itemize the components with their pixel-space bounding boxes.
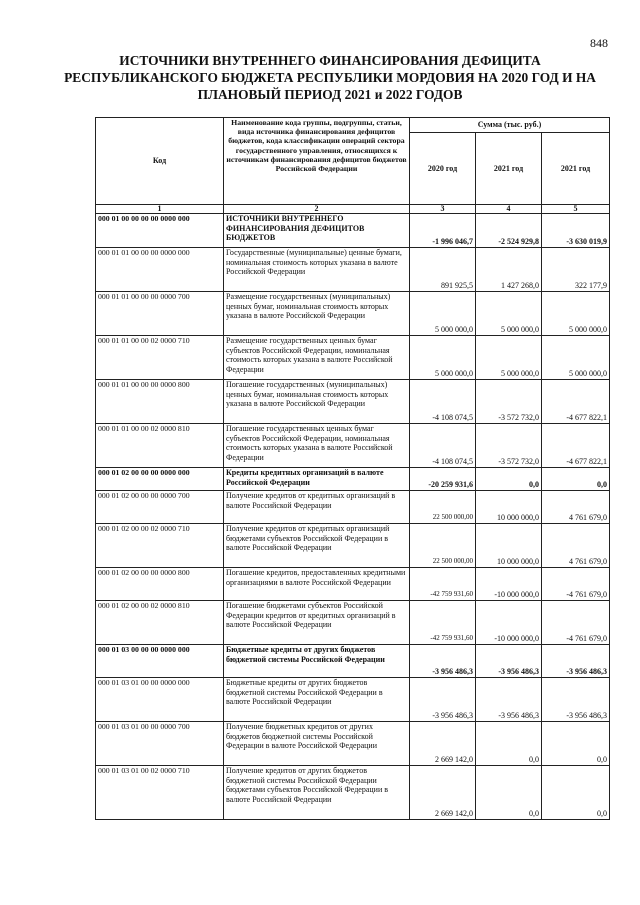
row-value-2022: 5 000 000,0 (542, 292, 610, 336)
row-name: Кредиты кредитных организаций в валюте Российской Федерации (224, 468, 410, 491)
row-value-2022: -3 956 486,3 (542, 678, 610, 722)
row-name: Погашение кредитов, предоставленных кредитными организациями в валюте Российской Федерации (224, 568, 410, 601)
table-row (96, 568, 610, 601)
row-name: Погашение бюджетами субъектов Российской Федерации кредитов от кредитных организаций в валюте Российской Федерации (224, 601, 410, 645)
row-value-2022: -4 761 679,0 (542, 601, 610, 645)
column-number: 1 (96, 205, 224, 214)
row-value-2020: 891 925,5 (410, 248, 476, 292)
row-value-2021: 10 000 000,0 (476, 524, 542, 568)
row-value-2020: -42 759 931,60 (410, 601, 476, 645)
row-code: 000 01 01 00 00 00 0000 000 (96, 248, 224, 292)
row-value-2021: 0,0 (476, 722, 542, 766)
row-name: Бюджетные кредиты от других бюджетов бюджетной системы Российской Федерации (224, 645, 410, 678)
column-number: 3 (410, 205, 476, 214)
table-row (96, 678, 610, 722)
row-value-2021: -10 000 000,0 (476, 601, 542, 645)
table-row (96, 214, 610, 248)
table-row (96, 292, 610, 336)
row-code: 000 01 02 00 00 02 0000 710 (96, 524, 224, 568)
row-value-2022: 5 000 000,0 (542, 336, 610, 380)
row-value-2020: -4 108 074,5 (410, 380, 476, 424)
title-line-3: ПЛАНОВЫЙ ПЕРИОД 2021 и 2022 ГОДОВ (197, 87, 463, 102)
header-code: Код (96, 118, 224, 205)
row-name: Получение кредитов от кредитных организаций бюджетами субъектов Российской Федерации в валюте Российской Федерации (224, 524, 410, 568)
row-value-2021: -3 572 732,0 (476, 380, 542, 424)
header-sum: Сумма (тыс. руб.) (410, 118, 610, 133)
row-value-2020: 22 500 000,00 (410, 491, 476, 524)
header-year-2: 2021 год (476, 133, 542, 205)
table-row (96, 524, 610, 568)
row-code: 000 01 02 00 00 00 0000 000 (96, 468, 224, 491)
row-value-2022: -3 630 019,9 (542, 214, 610, 248)
row-name: Размещение государственных ценных бумаг субъектов Российской Федерации, номинальная стоимость которых указана в валюте Российской Федерации (224, 336, 410, 380)
row-value-2020: 5 000 000,0 (410, 336, 476, 380)
header-name: Наименование кода группы, подгруппы, статьи, вида источника финансирования дефицитов бюджетов, кода классификации операций сектора государственного управления, относящихся к источникам финансирования дефицитов бюджетов Российской Федерации (224, 118, 410, 205)
table-row (96, 601, 610, 645)
row-name: Погашение государственных ценных бумаг субъектов Российской Федерации, номинальная стоимость которых указана в валюте Российской Федерации (224, 424, 410, 468)
row-value-2020: 5 000 000,0 (410, 292, 476, 336)
row-value-2021: 5 000 000,0 (476, 292, 542, 336)
row-value-2022: 322 177,9 (542, 248, 610, 292)
row-value-2020: -1 996 046,7 (410, 214, 476, 248)
row-value-2021: -3 956 486,3 (476, 678, 542, 722)
row-code: 000 01 00 00 00 00 0000 000 (96, 214, 224, 248)
row-value-2022: 0,0 (542, 766, 610, 820)
table-row (96, 645, 610, 678)
row-value-2021: -3 956 486,3 (476, 645, 542, 678)
row-value-2020: 2 669 142,0 (410, 722, 476, 766)
row-name: Государственные (муниципальные) ценные бумаги, номинальная стоимость которых указана в валюте Российской Федерации (224, 248, 410, 292)
row-code: 000 01 02 00 00 00 0000 800 (96, 568, 224, 601)
row-name: Получение кредитов от кредитных организаций в валюте Российской Федерации (224, 491, 410, 524)
table-row (96, 766, 610, 820)
row-value-2021: 0,0 (476, 766, 542, 820)
row-value-2021: -2 524 929,8 (476, 214, 542, 248)
row-value-2020: -20 259 931,6 (410, 468, 476, 491)
table-row (96, 722, 610, 766)
row-value-2022: 0,0 (542, 468, 610, 491)
row-code: 000 01 01 00 00 00 0000 700 (96, 292, 224, 336)
row-code: 000 01 01 00 00 00 0000 800 (96, 380, 224, 424)
table-row (96, 380, 610, 424)
row-value-2022: 0,0 (542, 722, 610, 766)
row-code: 000 01 01 00 00 02 0000 710 (96, 336, 224, 380)
header-year-1: 2020 год (410, 133, 476, 205)
table-row (96, 491, 610, 524)
column-number: 2 (224, 205, 410, 214)
row-value-2022: 4 761 679,0 (542, 491, 610, 524)
column-number-row (96, 205, 610, 214)
row-value-2022: -4 677 822,1 (542, 424, 610, 468)
financing-table (95, 117, 610, 820)
row-value-2020: -3 956 486,3 (410, 645, 476, 678)
row-value-2020: -4 108 074,5 (410, 424, 476, 468)
row-name: Бюджетные кредиты от других бюджетов бюджетной системы Российской Федерации в валюте Российской Федерации (224, 678, 410, 722)
row-value-2020: -3 956 486,3 (410, 678, 476, 722)
title-line-1: ИСТОЧНИКИ ВНУТРЕННЕГО ФИНАНСИРОВАНИЯ ДЕФИЦИТА (119, 53, 541, 68)
row-value-2021: 5 000 000,0 (476, 336, 542, 380)
row-value-2021: -10 000 000,0 (476, 568, 542, 601)
document-title (60, 52, 600, 103)
table-row (96, 248, 610, 292)
row-value-2022: -3 956 486,3 (542, 645, 610, 678)
row-value-2021: 10 000 000,0 (476, 491, 542, 524)
row-name: ИСТОЧНИКИ ВНУТРЕННЕГО ФИНАНСИРОВАНИЯ ДЕФИЦИТОВ БЮДЖЕТОВ (224, 214, 410, 248)
title-line-2: РЕСПУБЛИКАНСКОГО БЮДЖЕТА РЕСПУБЛИКИ МОРДОВИЯ НА 2020 ГОД И НА (64, 70, 596, 85)
row-code: 000 01 03 01 00 00 0000 700 (96, 722, 224, 766)
row-value-2021: 1 427 268,0 (476, 248, 542, 292)
row-value-2020: -42 759 931,60 (410, 568, 476, 601)
column-number: 4 (476, 205, 542, 214)
row-value-2021: -3 572 732,0 (476, 424, 542, 468)
row-code: 000 01 03 01 00 00 0000 000 (96, 678, 224, 722)
row-code: 000 01 02 00 00 02 0000 810 (96, 601, 224, 645)
row-value-2021: 0,0 (476, 468, 542, 491)
row-name: Погашение государственных (муниципальных) ценных бумаг, номинальная стоимость которых указана в валюте Российской Федерации (224, 380, 410, 424)
row-value-2022: 4 761 679,0 (542, 524, 610, 568)
row-name: Размещение государственных (муниципальных) ценных бумаг, номинальная стоимость которых указана в валюте Российской Федерации (224, 292, 410, 336)
row-value-2022: -4 761 679,0 (542, 568, 610, 601)
column-number: 5 (542, 205, 610, 214)
row-value-2022: -4 677 822,1 (542, 380, 610, 424)
row-code: 000 01 02 00 00 00 0000 700 (96, 491, 224, 524)
row-name: Получение бюджетных кредитов от других бюджетов бюджетной системы Российской Федерации в валюте Российской Федерации (224, 722, 410, 766)
table-row (96, 424, 610, 468)
row-code: 000 01 03 01 00 02 0000 710 (96, 766, 224, 820)
table-row (96, 336, 610, 380)
page-number: 848 (590, 36, 608, 50)
table-row (96, 468, 610, 491)
row-code: 000 01 01 00 00 02 0000 810 (96, 424, 224, 468)
row-name: Получение кредитов от других бюджетов бюджетной системы Российской Федерации бюджетами субъектов Российской Федерации в валюте Российской Федерации (224, 766, 410, 820)
row-value-2020: 22 500 000,00 (410, 524, 476, 568)
row-code: 000 01 03 00 00 00 0000 000 (96, 645, 224, 678)
row-value-2020: 2 669 142,0 (410, 766, 476, 820)
header-year-3: 2021 год (542, 133, 610, 205)
